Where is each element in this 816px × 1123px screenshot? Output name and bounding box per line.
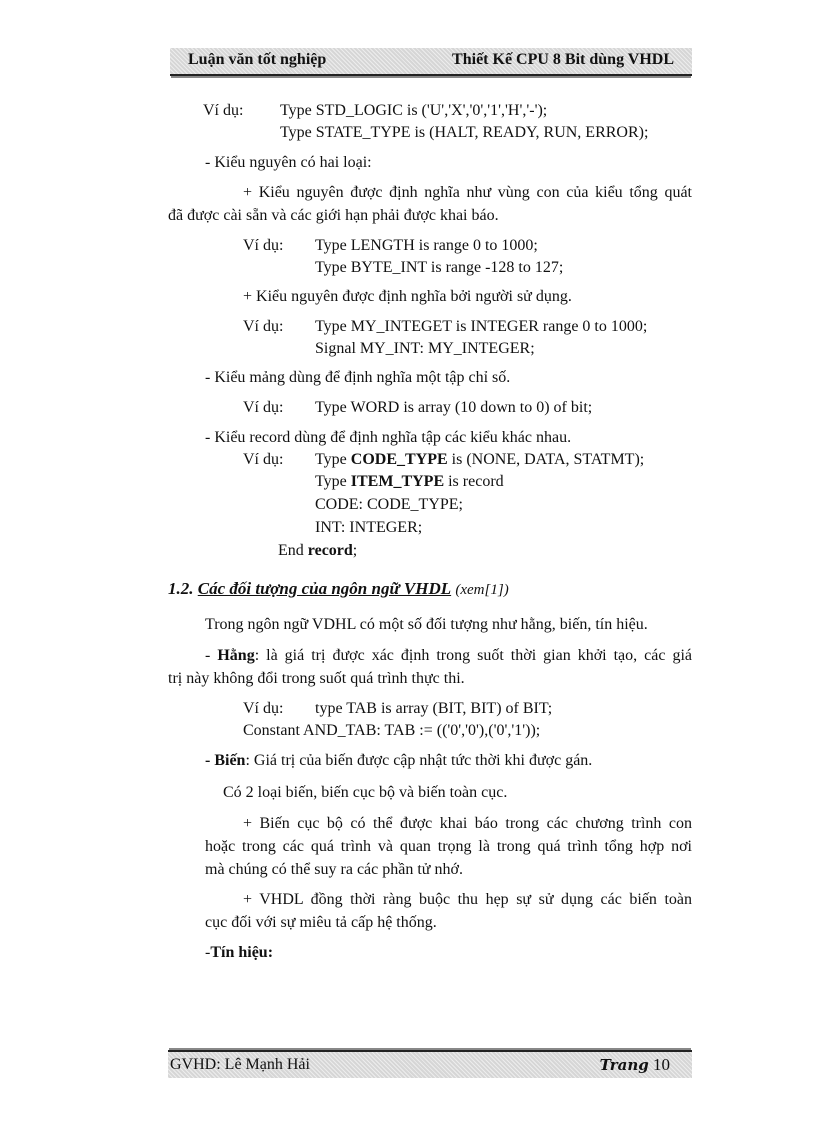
advisor-name: GVHD: Lê Mạnh Hải — [170, 1056, 310, 1073]
code-line: Constant AND_TAB: TAB := (('0','0'),('0','1')); — [243, 722, 541, 739]
example-label: Ví dụ: — [243, 399, 284, 416]
record-type-intro: - Kiểu record dùng để định nghĩa tập các kiểu khác nhau. — [205, 429, 572, 446]
constant-definition-line1: - Hằng: là giá trị được xác định trong suốt thời gian khởi tạo, các giá — [205, 647, 693, 664]
local-variable-line2: hoặc trong các quá trình và quan trọng là trong quá trình tổng hợp nơi — [205, 838, 692, 855]
constant-term: Hằng — [217, 647, 255, 664]
global-variable-line1: + VHDL đồng thời ràng buộc thu hẹp sự sử dụng các biến toàn — [243, 891, 692, 908]
constant-definition-line2: trị này không đổi trong suốt quá trình thực thi. — [168, 670, 465, 687]
example-label: Ví dụ: — [203, 102, 244, 119]
global-variable-line2: cục đối với sự miêu tả cấp hệ thống. — [205, 914, 437, 931]
signal-heading: -Tín hiệu: — [205, 944, 274, 961]
example-label: Ví dụ: — [243, 700, 284, 717]
type-name: CODE_TYPE — [350, 451, 448, 468]
page-header — [170, 48, 692, 76]
example-label: Ví dụ: — [243, 451, 284, 468]
example-label: Ví dụ: — [243, 237, 284, 254]
int-type-sub1-line2: đã được cài sẵn và các giới hạn phải được khai báo. — [168, 207, 499, 224]
code-line: INT: INTEGER; — [315, 519, 423, 536]
code-line: Signal MY_INT: MY_INTEGER; — [315, 340, 535, 357]
code-line: Type MY_INTEGET is INTEGER range 0 to 1000; — [315, 318, 648, 335]
code-line: Type CODE_TYPE is (NONE, DATA, STATMT); — [315, 451, 645, 468]
objects-intro: Trong ngôn ngữ VDHL có một số đối tượng như hằng, biến, tín hiệu. — [205, 616, 648, 633]
code-line: Type BYTE_INT is range -128 to 127; — [315, 259, 564, 276]
example-label: Ví dụ: — [243, 318, 284, 335]
variable-term: - Biến — [205, 752, 246, 769]
code-line: type TAB is array (BIT, BIT) of BIT; — [315, 700, 553, 717]
code-line: CODE: CODE_TYPE; — [315, 496, 463, 513]
local-variable-line1: + Biến cục bộ có thể được khai báo trong các chương trình con — [243, 815, 692, 832]
page-footer — [168, 1050, 692, 1078]
variable-types: Có 2 loại biến, biến cục bộ và biến toàn cục. — [223, 784, 508, 801]
code-line: Type ITEM_TYPE is record — [315, 473, 504, 490]
code-line: Type LENGTH is range 0 to 1000; — [315, 237, 538, 254]
page-number: Trang 10 — [599, 1055, 670, 1074]
keyword: record — [307, 542, 353, 559]
array-type-intro: - Kiểu mảng dùng để định nghĩa một tập chỉ số. — [205, 369, 511, 386]
int-type-intro: - Kiểu nguyên có hai loại: — [205, 154, 372, 171]
code-line: Type STATE_TYPE is (HALT, READY, RUN, ERROR); — [280, 124, 649, 141]
type-name: ITEM_TYPE — [350, 473, 445, 490]
code-line: Type STD_LOGIC is ('U','X','0','1','H','-'); — [280, 102, 548, 119]
section-reference: (xem[1]) — [455, 582, 509, 598]
section-number: 1.2. — [168, 579, 194, 598]
header-thesis-title: Thiết Kế CPU 8 Bit dùng VHDL — [452, 51, 674, 68]
local-variable-line3: mà chúng có thể suy ra các phần tử nhớ. — [205, 861, 463, 878]
signal-term: Tín hiệu: — [210, 944, 274, 961]
int-type-sub2: + Kiểu nguyên được định nghĩa bởi người sử dụng. — [243, 288, 572, 305]
code-line: End record; — [278, 542, 358, 559]
int-type-sub1-line1: + Kiểu nguyên được định nghĩa như vùng con của kiểu tổng quát — [243, 184, 692, 201]
section-heading — [168, 579, 509, 599]
code-line: Type WORD is array (10 down to 0) of bit; — [315, 399, 593, 416]
header-thesis-label: Luận văn tốt nghiệp — [188, 51, 327, 68]
variable-definition: - Biến: Giá trị của biến được cập nhật tức thời khi được gán. — [205, 752, 593, 769]
section-title: Các đối tượng của ngôn ngữ VHDL — [197, 579, 452, 598]
